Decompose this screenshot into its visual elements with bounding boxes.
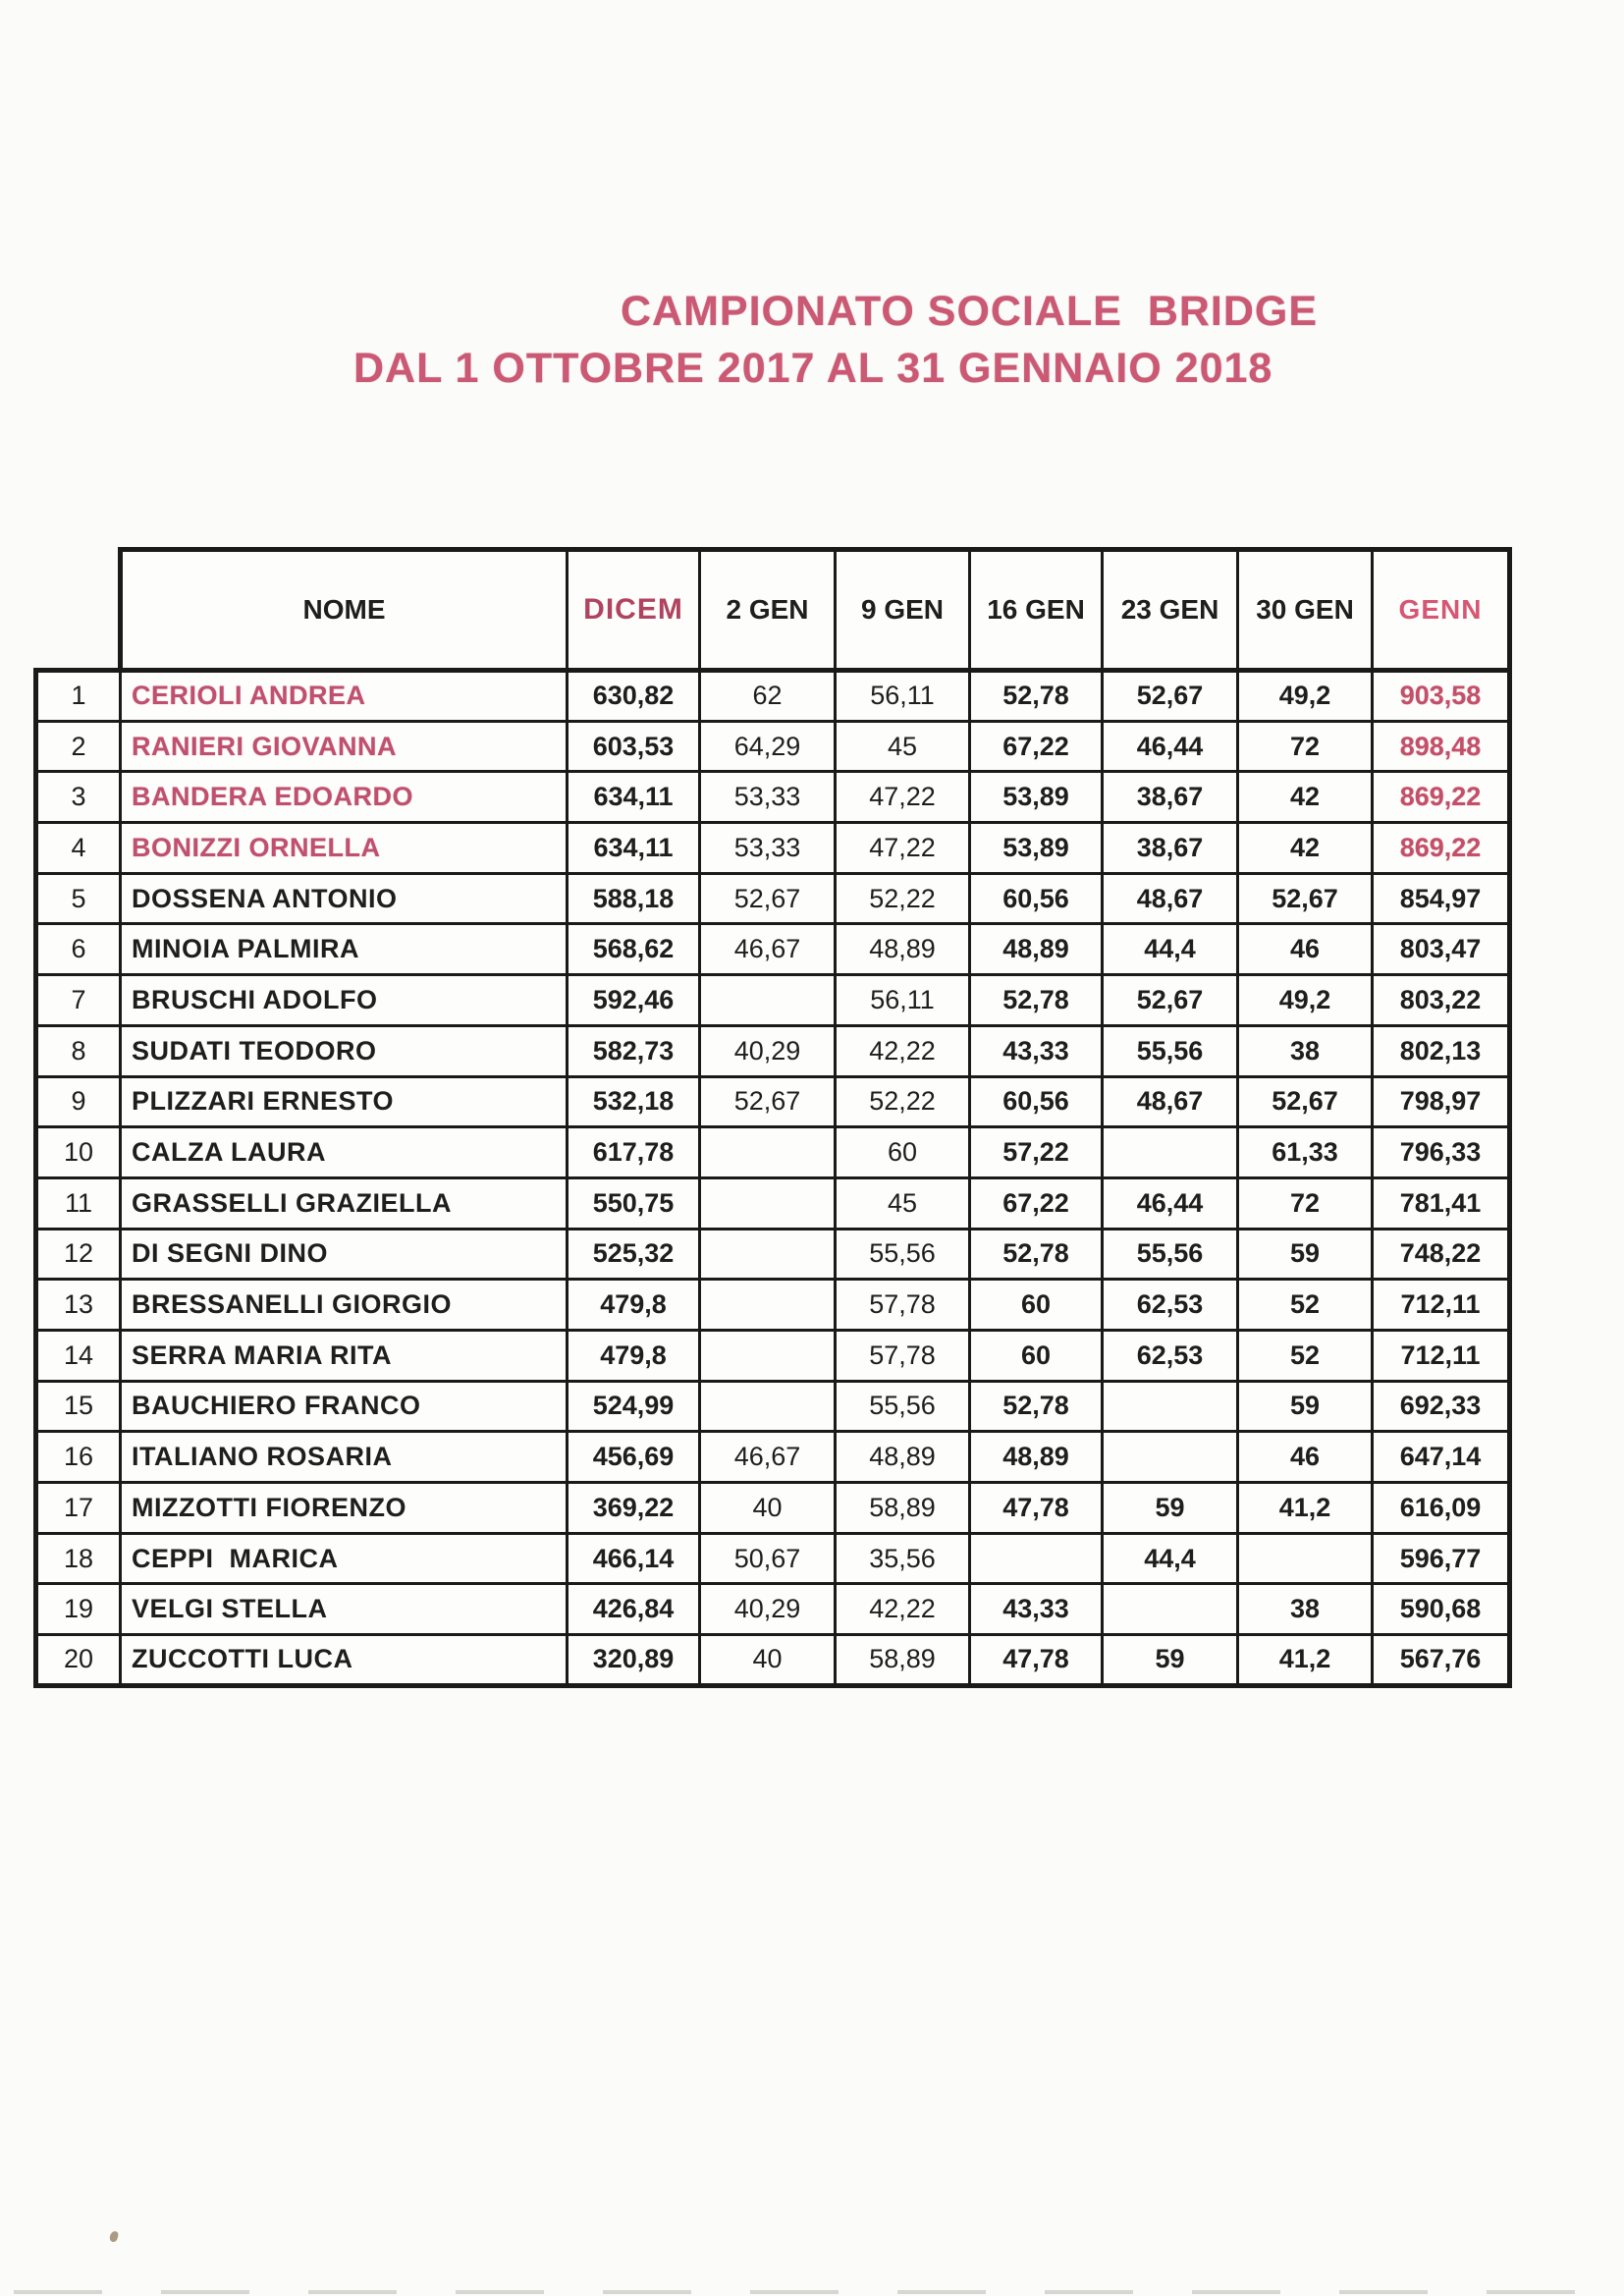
total-cell-genn: 712,11 bbox=[1373, 1280, 1510, 1331]
player-name-cell: MINOIA PALMIRA bbox=[121, 924, 568, 975]
score-cell-23gen bbox=[1103, 1432, 1238, 1483]
score-cell-30gen: 52 bbox=[1238, 1280, 1373, 1331]
player-name-cell: DOSSENA ANTONIO bbox=[121, 873, 568, 924]
total-cell-genn: 802,13 bbox=[1373, 1025, 1510, 1076]
score-cell-2gen bbox=[700, 1330, 836, 1381]
score-cell-16gen: 52,78 bbox=[970, 975, 1103, 1026]
score-cell-2gen: 52,67 bbox=[700, 873, 836, 924]
column-header-genn: GENN bbox=[1373, 550, 1510, 671]
table-row bbox=[36, 671, 1510, 722]
column-header-23gen: 23 GEN bbox=[1103, 550, 1238, 671]
score-cell-23gen: 55,56 bbox=[1103, 1025, 1238, 1076]
score-cell-dicem: 525,32 bbox=[568, 1229, 700, 1280]
score-cell-9gen: 60 bbox=[836, 1127, 970, 1178]
column-header-dicem: DICEM bbox=[568, 550, 700, 671]
table-row bbox=[36, 1483, 1510, 1534]
page-title: CAMPIONATO SOCIALE BRIDGE bbox=[621, 288, 1319, 335]
table-row bbox=[36, 1635, 1510, 1686]
total-cell-genn: 803,47 bbox=[1373, 924, 1510, 975]
score-cell-dicem: 532,18 bbox=[568, 1076, 700, 1127]
score-cell-2gen: 46,67 bbox=[700, 1432, 836, 1483]
score-cell-30gen: 46 bbox=[1238, 1432, 1373, 1483]
player-name-cell: DI SEGNI DINO bbox=[121, 1229, 568, 1280]
rank-cell: 18 bbox=[36, 1533, 121, 1584]
rank-cell: 8 bbox=[36, 1025, 121, 1076]
player-name-cell: SERRA MARIA RITA bbox=[121, 1330, 568, 1381]
score-cell-23gen: 44,4 bbox=[1103, 924, 1238, 975]
score-cell-16gen: 43,33 bbox=[970, 1584, 1103, 1635]
table-row bbox=[36, 772, 1510, 823]
column-header-16gen: 16 GEN bbox=[970, 550, 1103, 671]
score-cell-16gen: 57,22 bbox=[970, 1127, 1103, 1178]
score-cell-9gen: 58,89 bbox=[836, 1483, 970, 1534]
score-cell-16gen: 47,78 bbox=[970, 1635, 1103, 1686]
score-cell-23gen: 59 bbox=[1103, 1483, 1238, 1534]
score-cell-2gen bbox=[700, 1381, 836, 1432]
score-cell-30gen: 52,67 bbox=[1238, 873, 1373, 924]
total-cell-genn: 869,22 bbox=[1373, 823, 1510, 874]
score-cell-30gen: 46 bbox=[1238, 924, 1373, 975]
score-cell-23gen: 48,67 bbox=[1103, 873, 1238, 924]
player-name-cell: VELGI STELLA bbox=[121, 1584, 568, 1635]
table-row bbox=[36, 1432, 1510, 1483]
score-cell-dicem: 592,46 bbox=[568, 975, 700, 1026]
score-cell-30gen: 41,2 bbox=[1238, 1483, 1373, 1534]
score-cell-16gen: 47,78 bbox=[970, 1483, 1103, 1534]
score-cell-dicem: 369,22 bbox=[568, 1483, 700, 1534]
score-cell-2gen: 52,67 bbox=[700, 1076, 836, 1127]
score-cell-16gen: 52,78 bbox=[970, 1381, 1103, 1432]
score-cell-9gen: 56,11 bbox=[836, 975, 970, 1026]
header-spacer bbox=[36, 550, 121, 671]
rank-cell: 9 bbox=[36, 1076, 121, 1127]
score-cell-9gen: 35,56 bbox=[836, 1533, 970, 1584]
player-name-cell: BAUCHIERO FRANCO bbox=[121, 1381, 568, 1432]
score-cell-9gen: 48,89 bbox=[836, 924, 970, 975]
score-cell-dicem: 479,8 bbox=[568, 1330, 700, 1381]
score-cell-23gen: 38,67 bbox=[1103, 823, 1238, 874]
table-row bbox=[36, 1381, 1510, 1432]
score-cell-2gen bbox=[700, 1177, 836, 1229]
rank-cell: 19 bbox=[36, 1584, 121, 1635]
score-cell-2gen: 53,33 bbox=[700, 823, 836, 874]
table-row bbox=[36, 1280, 1510, 1331]
score-cell-30gen: 49,2 bbox=[1238, 975, 1373, 1026]
score-cell-dicem: 479,8 bbox=[568, 1280, 700, 1331]
score-cell-23gen bbox=[1103, 1584, 1238, 1635]
score-cell-16gen: 60 bbox=[970, 1330, 1103, 1381]
results-table-body bbox=[36, 671, 1510, 1686]
score-cell-2gen: 40 bbox=[700, 1483, 836, 1534]
score-cell-2gen bbox=[700, 975, 836, 1026]
score-cell-30gen: 59 bbox=[1238, 1229, 1373, 1280]
player-name-cell: MIZZOTTI FIORENZO bbox=[121, 1483, 568, 1534]
score-cell-9gen: 42,22 bbox=[836, 1025, 970, 1076]
score-cell-30gen: 38 bbox=[1238, 1584, 1373, 1635]
table-row bbox=[36, 721, 1510, 772]
score-cell-9gen: 42,22 bbox=[836, 1584, 970, 1635]
score-cell-2gen: 64,29 bbox=[700, 721, 836, 772]
score-cell-23gen: 59 bbox=[1103, 1635, 1238, 1686]
score-cell-dicem: 588,18 bbox=[568, 873, 700, 924]
column-header-nome: NOME bbox=[121, 550, 568, 671]
score-cell-16gen: 48,89 bbox=[970, 924, 1103, 975]
score-cell-dicem: 568,62 bbox=[568, 924, 700, 975]
rank-cell: 11 bbox=[36, 1177, 121, 1229]
rank-cell: 2 bbox=[36, 721, 121, 772]
score-cell-23gen: 48,67 bbox=[1103, 1076, 1238, 1127]
score-cell-2gen bbox=[700, 1229, 836, 1280]
table-row bbox=[36, 823, 1510, 874]
score-cell-23gen: 62,53 bbox=[1103, 1280, 1238, 1331]
table-row bbox=[36, 1584, 1510, 1635]
rank-cell: 7 bbox=[36, 975, 121, 1026]
table-row bbox=[36, 1127, 1510, 1178]
score-cell-9gen: 55,56 bbox=[836, 1381, 970, 1432]
score-cell-dicem: 634,11 bbox=[568, 772, 700, 823]
table-row bbox=[36, 975, 1510, 1026]
score-cell-30gen: 72 bbox=[1238, 1177, 1373, 1229]
rank-cell: 17 bbox=[36, 1483, 121, 1534]
rank-cell: 13 bbox=[36, 1280, 121, 1331]
score-cell-16gen: 53,89 bbox=[970, 823, 1103, 874]
total-cell-genn: 616,09 bbox=[1373, 1483, 1510, 1534]
rank-cell: 3 bbox=[36, 772, 121, 823]
score-cell-16gen: 60,56 bbox=[970, 873, 1103, 924]
score-cell-16gen: 48,89 bbox=[970, 1432, 1103, 1483]
score-cell-23gen: 44,4 bbox=[1103, 1533, 1238, 1584]
score-cell-2gen: 46,67 bbox=[700, 924, 836, 975]
score-cell-30gen: 42 bbox=[1238, 772, 1373, 823]
table-row bbox=[36, 924, 1510, 975]
rank-cell: 6 bbox=[36, 924, 121, 975]
player-name-cell: BONIZZI ORNELLA bbox=[121, 823, 568, 874]
rank-cell: 20 bbox=[36, 1635, 121, 1686]
total-cell-genn: 803,22 bbox=[1373, 975, 1510, 1026]
total-cell-genn: 567,76 bbox=[1373, 1635, 1510, 1686]
score-cell-16gen bbox=[970, 1533, 1103, 1584]
table-row bbox=[36, 1025, 1510, 1076]
score-cell-23gen: 38,67 bbox=[1103, 772, 1238, 823]
table-row bbox=[36, 1330, 1510, 1381]
table-row bbox=[36, 873, 1510, 924]
score-cell-9gen: 45 bbox=[836, 721, 970, 772]
total-cell-genn: 692,33 bbox=[1373, 1381, 1510, 1432]
player-name-cell: BRESSANELLI GIORGIO bbox=[121, 1280, 568, 1331]
score-cell-dicem: 630,82 bbox=[568, 671, 700, 722]
score-cell-9gen: 56,11 bbox=[836, 671, 970, 722]
player-name-cell: CERIOLI ANDREA bbox=[121, 671, 568, 722]
score-cell-9gen: 45 bbox=[836, 1177, 970, 1229]
player-name-cell: BRUSCHI ADOLFO bbox=[121, 975, 568, 1026]
score-cell-2gen: 62 bbox=[700, 671, 836, 722]
total-cell-genn: 647,14 bbox=[1373, 1432, 1510, 1483]
score-cell-16gen: 52,78 bbox=[970, 1229, 1103, 1280]
score-cell-9gen: 52,22 bbox=[836, 873, 970, 924]
score-cell-23gen bbox=[1103, 1381, 1238, 1432]
score-cell-30gen: 59 bbox=[1238, 1381, 1373, 1432]
score-cell-30gen: 42 bbox=[1238, 823, 1373, 874]
score-cell-9gen: 57,78 bbox=[836, 1280, 970, 1331]
player-name-cell: ZUCCOTTI LUCA bbox=[121, 1635, 568, 1686]
rank-cell: 15 bbox=[36, 1381, 121, 1432]
total-cell-genn: 781,41 bbox=[1373, 1177, 1510, 1229]
player-name-cell: RANIERI GIOVANNA bbox=[121, 721, 568, 772]
score-cell-30gen: 41,2 bbox=[1238, 1635, 1373, 1686]
table-row bbox=[36, 1076, 1510, 1127]
score-cell-dicem: 456,69 bbox=[568, 1432, 700, 1483]
score-cell-9gen: 57,78 bbox=[836, 1330, 970, 1381]
header-row bbox=[36, 550, 1510, 671]
score-cell-dicem: 320,89 bbox=[568, 1635, 700, 1686]
score-cell-30gen: 49,2 bbox=[1238, 671, 1373, 722]
total-cell-genn: 854,97 bbox=[1373, 873, 1510, 924]
score-cell-23gen: 46,44 bbox=[1103, 1177, 1238, 1229]
score-cell-30gen: 52 bbox=[1238, 1330, 1373, 1381]
score-cell-30gen: 52,67 bbox=[1238, 1076, 1373, 1127]
table-row bbox=[36, 1229, 1510, 1280]
score-cell-23gen: 52,67 bbox=[1103, 975, 1238, 1026]
score-cell-dicem: 426,84 bbox=[568, 1584, 700, 1635]
score-cell-dicem: 550,75 bbox=[568, 1177, 700, 1229]
score-cell-30gen bbox=[1238, 1533, 1373, 1584]
total-cell-genn: 596,77 bbox=[1373, 1533, 1510, 1584]
score-cell-16gen: 60 bbox=[970, 1280, 1103, 1331]
score-cell-2gen: 50,67 bbox=[700, 1533, 836, 1584]
score-cell-2gen bbox=[700, 1280, 836, 1331]
rank-cell: 10 bbox=[36, 1127, 121, 1178]
score-cell-dicem: 524,99 bbox=[568, 1381, 700, 1432]
rank-cell: 4 bbox=[36, 823, 121, 874]
total-cell-genn: 590,68 bbox=[1373, 1584, 1510, 1635]
scan-speck-artifact bbox=[109, 2230, 119, 2243]
column-header-30gen: 30 GEN bbox=[1238, 550, 1373, 671]
rank-cell: 14 bbox=[36, 1330, 121, 1381]
score-cell-9gen: 48,89 bbox=[836, 1432, 970, 1483]
score-cell-16gen: 52,78 bbox=[970, 671, 1103, 722]
total-cell-genn: 796,33 bbox=[1373, 1127, 1510, 1178]
score-cell-2gen bbox=[700, 1127, 836, 1178]
total-cell-genn: 798,97 bbox=[1373, 1076, 1510, 1127]
score-cell-30gen: 61,33 bbox=[1238, 1127, 1373, 1178]
score-cell-30gen: 38 bbox=[1238, 1025, 1373, 1076]
total-cell-genn: 869,22 bbox=[1373, 772, 1510, 823]
rank-cell: 16 bbox=[36, 1432, 121, 1483]
score-cell-16gen: 43,33 bbox=[970, 1025, 1103, 1076]
total-cell-genn: 748,22 bbox=[1373, 1229, 1510, 1280]
score-cell-9gen: 47,22 bbox=[836, 823, 970, 874]
results-table bbox=[33, 547, 1512, 1688]
score-cell-9gen: 55,56 bbox=[836, 1229, 970, 1280]
player-name-cell: CEPPI MARICA bbox=[121, 1533, 568, 1584]
score-cell-23gen bbox=[1103, 1127, 1238, 1178]
score-cell-9gen: 58,89 bbox=[836, 1635, 970, 1686]
score-cell-16gen: 60,56 bbox=[970, 1076, 1103, 1127]
score-cell-16gen: 67,22 bbox=[970, 1177, 1103, 1229]
rank-cell: 1 bbox=[36, 671, 121, 722]
rank-cell: 12 bbox=[36, 1229, 121, 1280]
score-cell-dicem: 617,78 bbox=[568, 1127, 700, 1178]
score-cell-23gen: 46,44 bbox=[1103, 721, 1238, 772]
player-name-cell: ITALIANO ROSARIA bbox=[121, 1432, 568, 1483]
column-header-2gen: 2 GEN bbox=[700, 550, 836, 671]
score-cell-dicem: 603,53 bbox=[568, 721, 700, 772]
total-cell-genn: 903,58 bbox=[1373, 671, 1510, 722]
score-cell-9gen: 52,22 bbox=[836, 1076, 970, 1127]
rank-cell: 5 bbox=[36, 873, 121, 924]
score-cell-dicem: 634,11 bbox=[568, 823, 700, 874]
player-name-cell: GRASSELLI GRAZIELLA bbox=[121, 1177, 568, 1229]
player-name-cell: PLIZZARI ERNESTO bbox=[121, 1076, 568, 1127]
score-cell-dicem: 466,14 bbox=[568, 1533, 700, 1584]
score-cell-23gen: 52,67 bbox=[1103, 671, 1238, 722]
score-cell-dicem: 582,73 bbox=[568, 1025, 700, 1076]
score-cell-2gen: 40,29 bbox=[700, 1025, 836, 1076]
results-table-header bbox=[36, 550, 1510, 671]
score-cell-23gen: 62,53 bbox=[1103, 1330, 1238, 1381]
score-cell-23gen: 55,56 bbox=[1103, 1229, 1238, 1280]
score-cell-9gen: 47,22 bbox=[836, 772, 970, 823]
player-name-cell: SUDATI TEODORO bbox=[121, 1025, 568, 1076]
score-cell-16gen: 67,22 bbox=[970, 721, 1103, 772]
score-cell-2gen: 40,29 bbox=[700, 1584, 836, 1635]
score-cell-2gen: 53,33 bbox=[700, 772, 836, 823]
page-subtitle: DAL 1 OTTOBRE 2017 AL 31 GENNAIO 2018 bbox=[353, 345, 1273, 392]
score-cell-2gen: 40 bbox=[700, 1635, 836, 1686]
column-header-9gen: 9 GEN bbox=[836, 550, 970, 671]
score-cell-16gen: 53,89 bbox=[970, 772, 1103, 823]
player-name-cell: CALZA LAURA bbox=[121, 1127, 568, 1178]
player-name-cell: BANDERA EDOARDO bbox=[121, 772, 568, 823]
total-cell-genn: 898,48 bbox=[1373, 721, 1510, 772]
score-cell-30gen: 72 bbox=[1238, 721, 1373, 772]
table-row bbox=[36, 1533, 1510, 1584]
table-row bbox=[36, 1177, 1510, 1229]
total-cell-genn: 712,11 bbox=[1373, 1330, 1510, 1381]
scan-edge-artifact bbox=[14, 2290, 1624, 2294]
